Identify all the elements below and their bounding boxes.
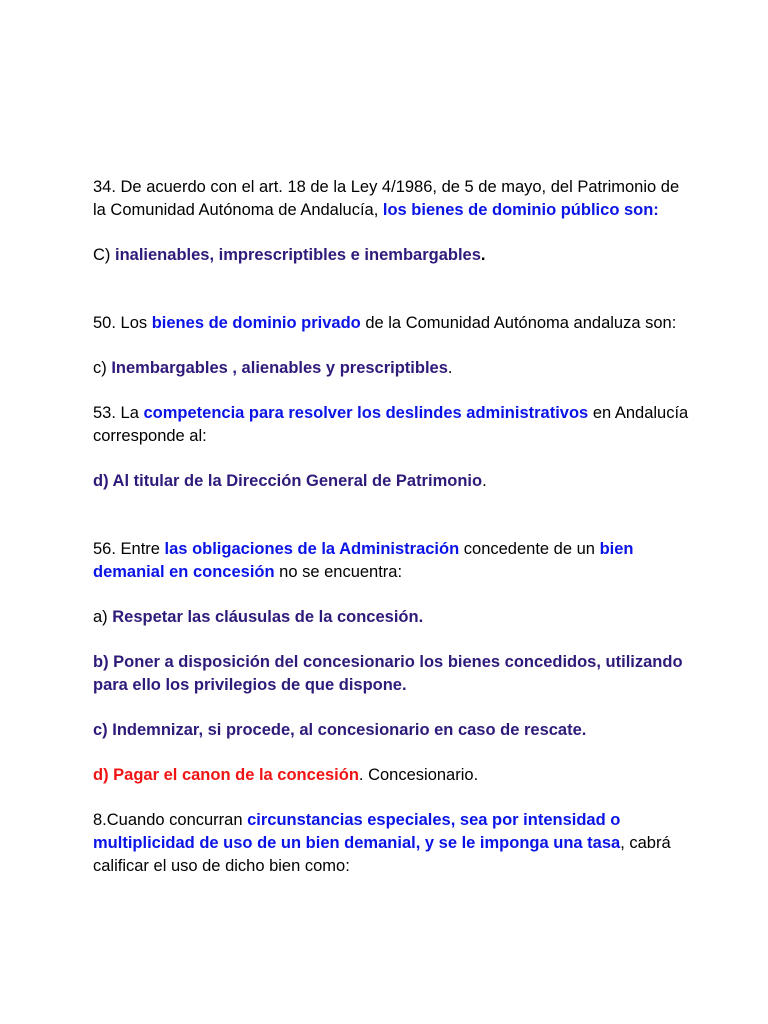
answer-text: Inembargables , alienables y prescriptibles (111, 359, 448, 377)
question-53 (93, 402, 693, 448)
question-text-cont: en Andalucía corresponde al: (93, 404, 689, 445)
document-body (93, 176, 693, 878)
option-prefix: a) (93, 608, 113, 626)
question-highlight-1: las obligaciones de la Administración (164, 540, 460, 558)
option-a (93, 606, 693, 629)
option-c: c) Indemnizar, si procede, al concesionario en caso de rescate. (93, 721, 587, 739)
answer-end: . (447, 359, 453, 377)
question-text-cont: , cabrá calificar el uso de dicho bien como: (93, 834, 671, 875)
answer-prefix: c) (93, 359, 112, 377)
question-text-cont: concedente de un (459, 540, 600, 558)
question-highlight: competencia para resolver los deslindes administrativos (143, 404, 589, 422)
question-text-end: no se encuentra: (274, 563, 403, 581)
answer-end: . (482, 472, 487, 490)
question-highlight: bienes de dominio privado (151, 314, 361, 332)
option-text-correct: d) Pagar el canon de la concesión (93, 766, 359, 784)
answer-53 (93, 470, 693, 493)
question-text-cont: de la Comunidad Autónoma andaluza son: (360, 314, 677, 332)
answer-text: inalienables, imprescriptibles e inembargables (115, 246, 481, 264)
question-text: 34. De acuerdo con el art. 18 de la Ley 4/1986, de 5 de mayo, del Patrimonio de la Comunidad Autónoma de Andalucía, (93, 178, 680, 219)
answer-prefix: C) (93, 246, 115, 264)
option-text: Respetar las cláusulas de la concesión. (112, 608, 424, 626)
answer-50 (93, 357, 693, 380)
answer-text: d) Al titular de la Dirección General de Patrimonio (93, 472, 483, 490)
answer-34 (93, 244, 693, 267)
question-34 (93, 176, 693, 222)
option-b: b) Poner a disposición del concesionario los bienes concedidos, utilizando para ello los privilegios de que dispone. (93, 653, 683, 694)
question-8 (93, 809, 693, 878)
answer-end: . (480, 246, 486, 264)
question-56 (93, 538, 693, 584)
question-text: 8.Cuando concurran (93, 811, 248, 829)
question-text: 56. Entre (93, 540, 165, 558)
question-text: 53. La (93, 404, 144, 422)
question-highlight-2: bien demanial en concesión (93, 540, 634, 581)
option-d (93, 764, 693, 787)
question-50 (93, 312, 693, 335)
question-highlight: los bienes de dominio público son: (382, 201, 659, 219)
question-text: 50. Los (93, 314, 152, 332)
option-note: . Concesionario. (358, 766, 479, 784)
question-highlight: circunstancias especiales, sea por intensidad o multiplicidad de uso de un bien demanial, y se le imponga una tasa (93, 811, 621, 852)
